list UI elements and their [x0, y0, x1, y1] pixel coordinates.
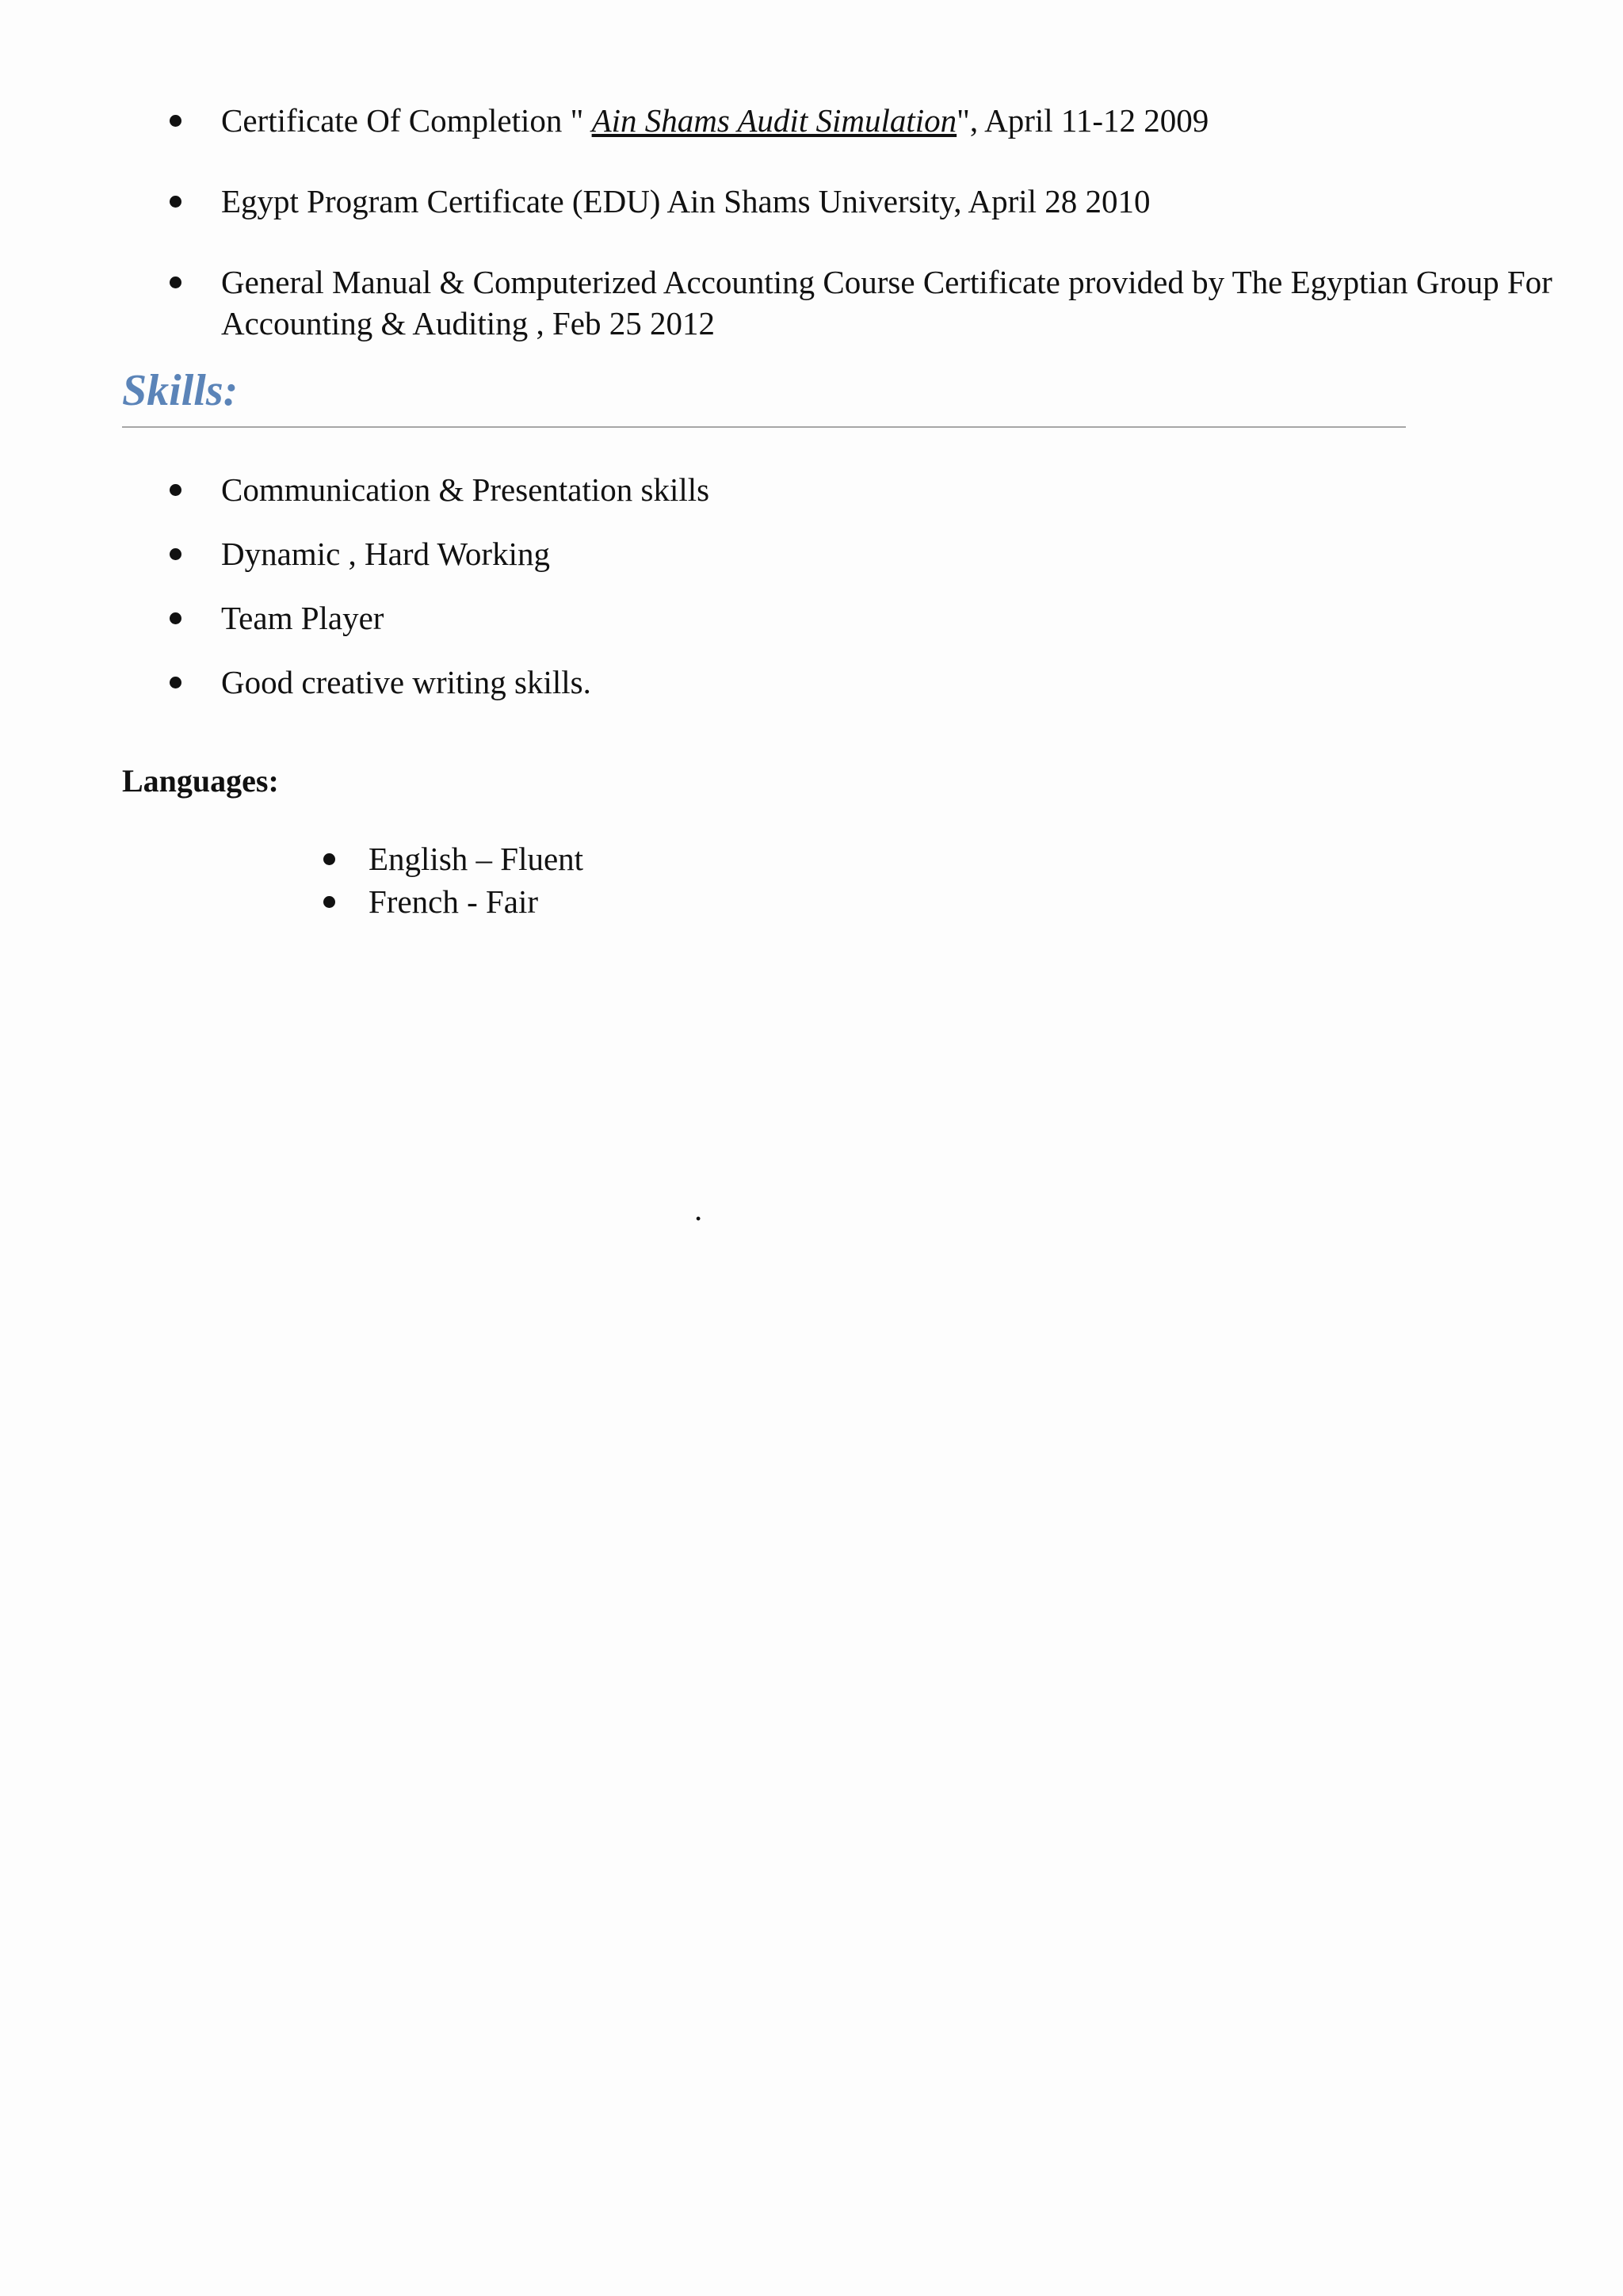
section-divider	[122, 426, 1406, 428]
language-item: French - Fair	[369, 881, 1319, 922]
certificate-item	[221, 181, 1600, 222]
skill-item: Good creative writing skills.	[221, 662, 1489, 703]
certificate-text: Egypt Program Certificate (EDU) Ain Shams University, April 28 2010	[221, 183, 1151, 219]
languages-list	[369, 838, 1319, 924]
certificate-prefix: Certificate Of Completion "	[221, 102, 592, 139]
language-item: English – Fluent	[369, 838, 1319, 879]
skills-heading: Skills:	[122, 366, 239, 415]
certificates-list	[221, 100, 1600, 383]
skills-list	[221, 469, 1489, 726]
skill-item: Dynamic , Hard Working	[221, 533, 1489, 574]
certificate-link[interactable]: Ain Shams Audit Simulation	[591, 102, 957, 139]
certificate-suffix: ", April 11-12 2009	[957, 102, 1209, 139]
certificate-item	[221, 261, 1600, 344]
skill-item: Team Player	[221, 597, 1489, 639]
stray-period-mark: .	[694, 1191, 703, 1227]
skill-item: Communication & Presentation skills	[221, 469, 1489, 510]
languages-heading: Languages:	[122, 763, 279, 799]
certificate-text: General Manual & Computerized Accounting Course Certificate provided by The Egyptian Group For Accounting & Auditing , Feb 25 2012	[221, 264, 1552, 341]
certificate-item	[221, 100, 1600, 141]
